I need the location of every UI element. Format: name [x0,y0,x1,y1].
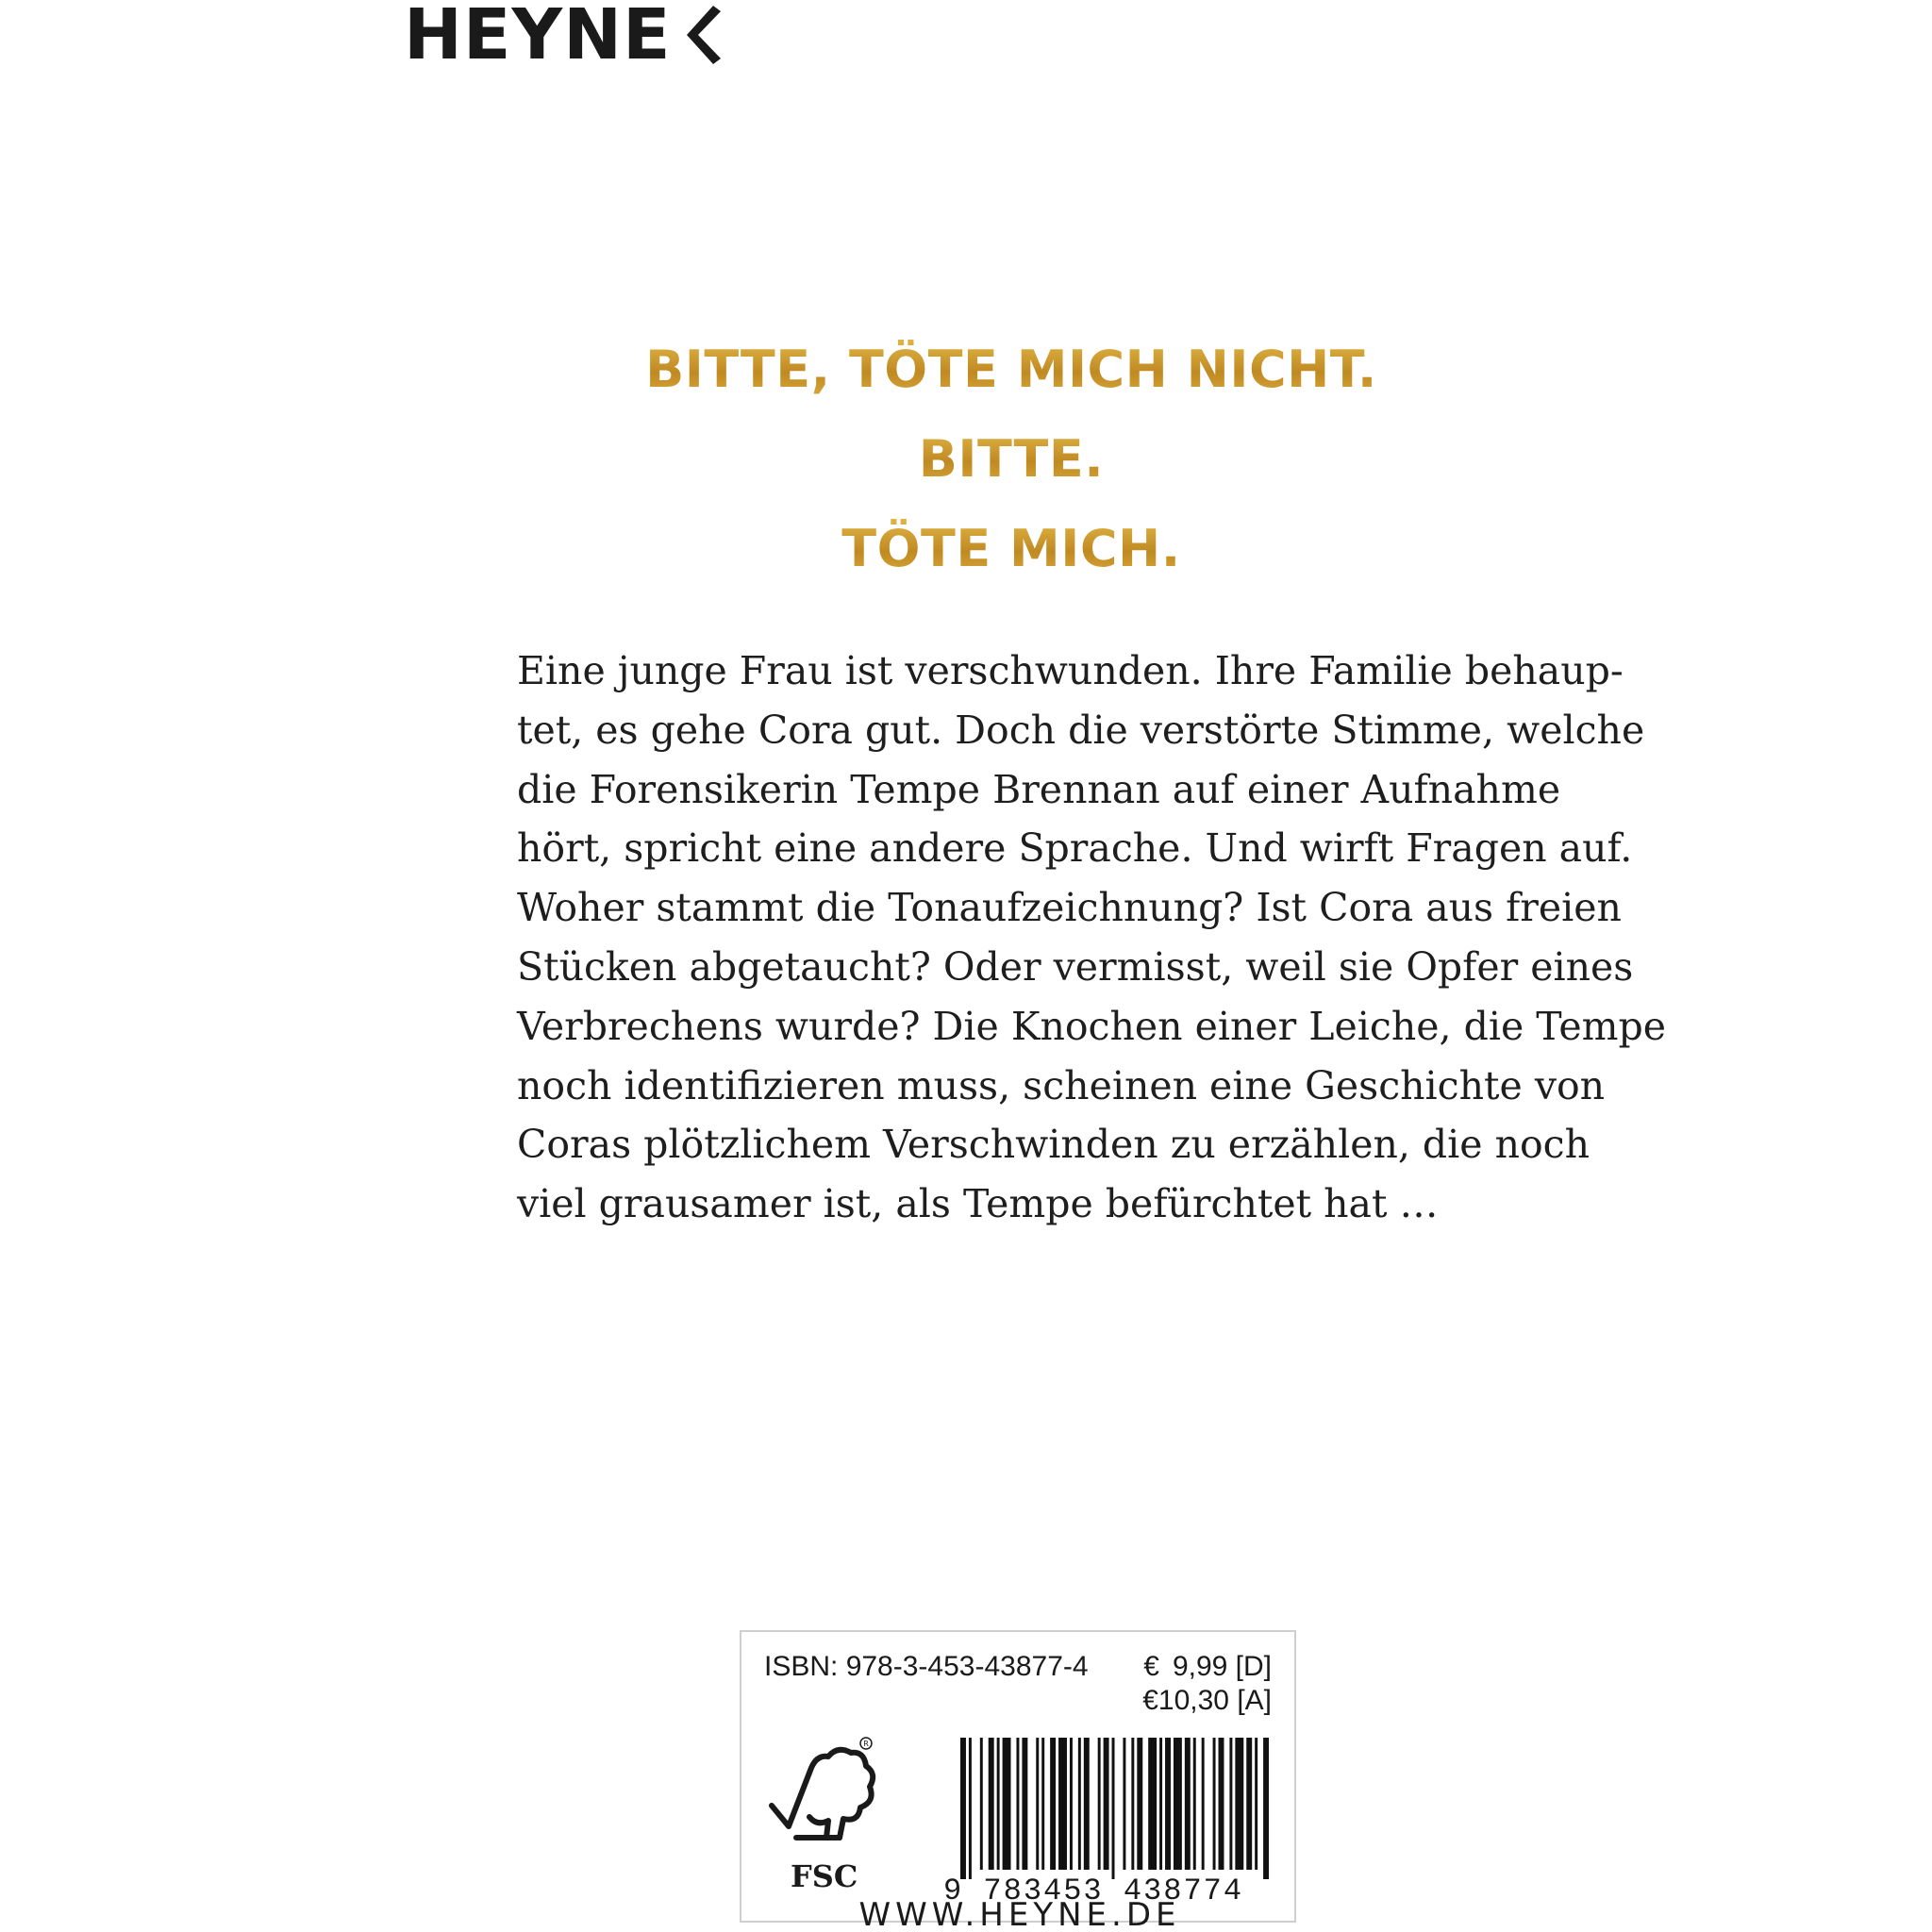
price-germany-value: 9,99 [D] [1172,1651,1272,1682]
svg-text:R: R [863,1740,869,1748]
barcode-bar [1112,1738,1115,1879]
barcode-bar [1041,1738,1044,1870]
blurb-line: Coras plötzlichem Verschwinden zu erzählen, die noch [517,1122,1591,1168]
publisher-logo-text: HEYNE [404,0,672,75]
barcode-bar [1104,1738,1109,1870]
euro-sign: € [1142,1685,1158,1716]
barcode [960,1738,1272,1879]
barcode-bar [1016,1738,1019,1870]
barcode-bar [1084,1738,1090,1870]
barcode-bar [1174,1738,1182,1870]
blurb-line: noch identifizieren muss, scheinen eine Geschichte von [517,1062,1606,1108]
tagline-line-3: TÖTE MICH. [45,519,1932,578]
blurb-line: Verbrechens wurde? Die Knochen einer Leiche, die Tempe [517,1003,1667,1049]
euro-sign: € [1143,1651,1159,1682]
barcode-bar [1246,1738,1252,1870]
blurb-line: hört, spricht eine andere Sprache. Und wirft Fragen auf. [517,825,1633,872]
barcode-bar [1185,1738,1191,1870]
blurb-line: Stücken abgetaucht? Oder vermisst, weil sie Opfer eines [517,943,1634,990]
barcode-bar [1235,1738,1243,1870]
barcode-bar [969,1738,972,1879]
barcode-bar [1078,1738,1081,1870]
barcode-bar [1003,1738,1011,1870]
blurb-line: Woher stammt die Tonaufzeichnung? Ist Cora aus freien [517,885,1622,931]
blurb-line: viel grausamer ist, als Tempe befürchtet hat … [517,1181,1439,1227]
price-austria [1142,1685,1272,1717]
blurb-line: tet, es gehe Cora gut. Doch die verstörte Stimme, welche [517,707,1645,753]
publisher-website: WWW.HEYNE.DE [858,1896,1181,1932]
barcode-bar [980,1738,983,1870]
barcode-bar [1165,1738,1171,1870]
barcode-bar [1070,1738,1073,1870]
barcode-bar [1219,1738,1224,1870]
barcode-bar [997,1738,1000,1870]
barcode-bar [1148,1738,1157,1870]
barcode-bar [1202,1738,1205,1870]
barcode-bar [1058,1738,1067,1870]
barcode-digits: 9 783453 438774 [943,1874,1244,1908]
price-austria-value: 10,30 [A] [1158,1685,1272,1716]
barcode-bar [1263,1738,1269,1879]
barcode-bar [1131,1738,1134,1870]
chevron-left-icon [685,6,721,64]
blurb-line: die Forensikerin Tempe Brennan auf einer Aufnahme [517,766,1561,812]
barcode-bar [989,1738,994,1870]
barcode-bar [1098,1738,1101,1870]
blurb-line: Eine junge Frau ist verschwunden. Ihre Familie behaup- [517,648,1624,693]
blurb-text [517,641,1667,1234]
publisher-logo [404,0,721,75]
barcode-bar [1022,1738,1027,1870]
price-germany [1143,1651,1272,1683]
tagline-line-2: BITTE. [45,429,1932,489]
tagline-line-1: BITTE, TÖTE MICH NICHT. [45,340,1932,399]
barcode-bar [1159,1738,1162,1870]
fsc-label: FSC [791,1858,858,1894]
barcode-bar [1213,1738,1216,1870]
barcode-bar [1036,1738,1039,1870]
isbn-number: ISBN: 978-3-453-43877-4 [764,1651,1089,1682]
isbn-barcode-box [740,1630,1296,1923]
barcode-bar [1137,1738,1142,1870]
barcode-bar [960,1738,966,1879]
barcode-bar [1255,1738,1257,1870]
barcode-bar [1229,1738,1232,1870]
barcode-bar [1123,1738,1125,1870]
barcode-bar [1050,1738,1056,1870]
barcode-bar [1193,1738,1196,1870]
